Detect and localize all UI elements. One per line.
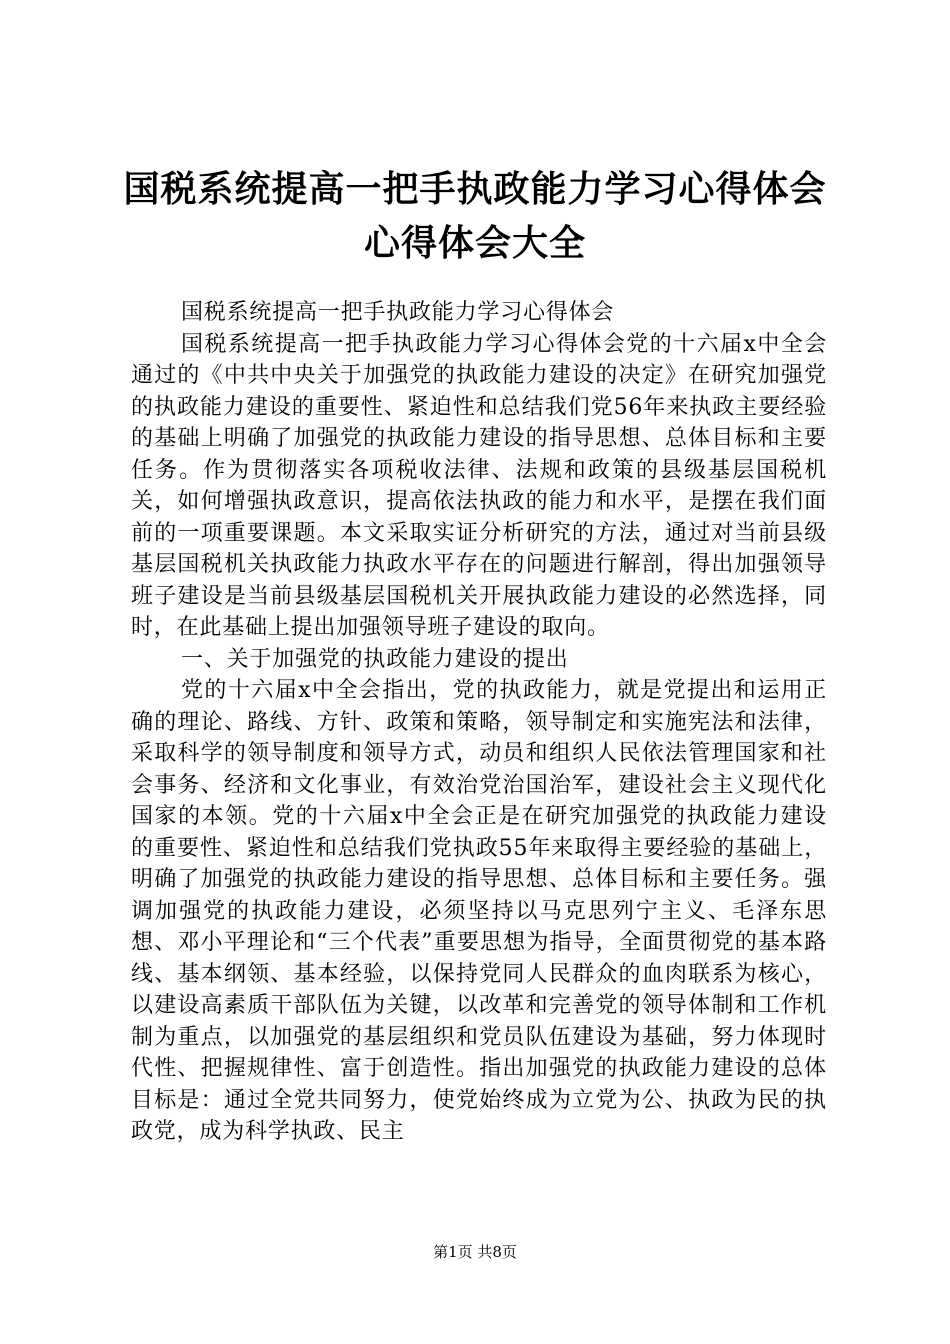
document-title: 国税系统提高一把手执政能力学习心得体会心得体会大全 — [123, 168, 827, 264]
paragraph-intro: 国税系统提高一把手执政能力学习心得体会党的十六届x中全会通过的《中共中央关于加强党的执政能力建设的决定》在研究加强党的执政能力建设的重要性、紧迫性和总结我们党56年来执政主要经验的基础上明确了加强党的执政能力建设的指导思想、总体目标和主要任务。作为贯彻落实各项税收法律、法规和政策的县级基层国税机关，如何增强执政意识，提高依法执政的能力和水平，是摆在我们面前的一项重要课题。本文采取实证分析研究的方法，通过对当前县级基层国税机关执政能力执政水平存在的问题进行解剖，得出加强领导班子建设是当前县级基层国税机关开展执政能力建设的必然选择，同时，在此基础上提出加强领导班子建设的取向。 — [131, 331, 827, 640]
section-heading: 一、关于加强党的执政能力建设的提出 — [181, 646, 569, 672]
paragraph-section-body: 党的十六届x中全会指出，党的执政能力，就是党提出和运用正确的理论、路线、方针、政策和策略，领导制定和实施宪法和法律，采取科学的领导制度和领导方式，动员和组织人民依法管理国家和社会事务、经济和文化事业，有效治党治国治军，建设社会主义现代化国家的本领。党的十六届x中全会正是在研究加强党的执政能力建设的重要性、紧迫性和总结我们党执政55年来取得主要经验的基础上，明确了加强党的执政能力建设的指导思想、总体目标和主要任务。强调加强党的执政能力建设，必须坚持以马克思列宁主义、毛泽东思想、邓小平理论和“三个代表”重要思想为指导，全面贯彻党的基本路线、基本纲领、基本经验，以保持党同人民群众的血肉联系为核心，以建设高素质干部队伍为关键，以改革和完善党的领导体制和工作机制为重点，以加强党的基层组织和党员队伍建设为基础，努力体现时代性、把握规律性、富于创造性。指出加强党的执政能力建设的总体目标是：通过全党共同努力，使党始终成为立党为公、执政为民的执政党，成为科学执政、民主 — [131, 678, 827, 1144]
page-footer: 第1页 共8页 — [433, 1243, 517, 1261]
paragraph-subtitle: 国税系统提高一把手执政能力学习心得体会 — [181, 300, 615, 325]
document-body — [131, 297, 827, 1148]
